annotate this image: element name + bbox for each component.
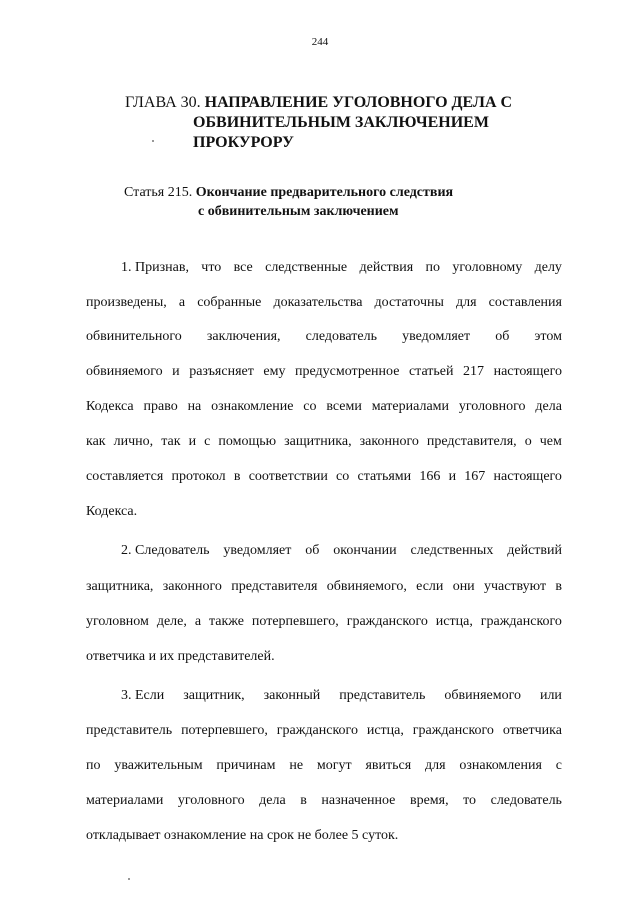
word: действия xyxy=(359,260,414,275)
paragraph-3-line-3 xyxy=(86,757,562,775)
word: об xyxy=(305,543,320,558)
paragraph-1-line-6 xyxy=(86,433,562,451)
chapter-title-part-3: ПРОКУРОРУ xyxy=(193,134,294,151)
word: следственные xyxy=(265,260,348,275)
paragraph-3-line-4 xyxy=(86,792,562,810)
word: не xyxy=(289,758,304,773)
word: по xyxy=(86,758,101,773)
word: если xyxy=(416,579,444,594)
paragraph-1-line-4 xyxy=(86,363,562,381)
word: так xyxy=(161,434,181,449)
word: защитник, xyxy=(183,688,245,703)
word: гражданского xyxy=(412,723,494,738)
paragraph-3-line-1 xyxy=(121,687,562,705)
word: материалами xyxy=(86,793,164,808)
word: явиться xyxy=(365,758,412,773)
word: доказательства xyxy=(273,295,363,310)
paragraph-2-line-3 xyxy=(86,613,562,631)
word: материалами xyxy=(371,399,450,414)
word: представитель xyxy=(86,723,173,738)
word: ответчика xyxy=(502,723,562,738)
word: обвинительного xyxy=(86,329,182,344)
word: все xyxy=(233,260,253,275)
word: и xyxy=(448,469,457,484)
scan-speck xyxy=(128,878,130,880)
chapter-heading-line-3 xyxy=(125,133,512,153)
word: на xyxy=(187,399,202,414)
word: уголовного xyxy=(458,399,526,414)
paragraph-1-line-3 xyxy=(86,328,562,346)
word: произведены, xyxy=(86,295,167,310)
word: уголовному xyxy=(452,260,523,275)
word: по xyxy=(425,260,441,275)
word: с xyxy=(204,434,211,449)
word: время, xyxy=(409,793,449,808)
word: следователь xyxy=(305,329,377,344)
word: ознакомления xyxy=(459,758,542,773)
word: достаточны xyxy=(374,295,444,310)
word: как xyxy=(86,434,106,449)
paragraph-1-line-7 xyxy=(86,468,562,486)
word: дела xyxy=(535,399,562,414)
word: со xyxy=(303,399,317,414)
word: следователь xyxy=(490,793,562,808)
paragraph-2-line-2 xyxy=(86,578,562,596)
word: для xyxy=(424,758,446,773)
article-title-part-2: с обвинительным заключением xyxy=(198,204,399,219)
word: в xyxy=(300,793,307,808)
word: этом xyxy=(534,329,562,344)
word: в xyxy=(555,579,562,594)
word: могут xyxy=(316,758,352,773)
word: истца, xyxy=(366,723,404,738)
scan-speck xyxy=(152,140,154,142)
word: гражданского xyxy=(346,614,428,629)
word: обвиняемого xyxy=(444,688,521,703)
word: с xyxy=(555,758,562,773)
word: потерпевшего, xyxy=(181,723,268,738)
word: составляется xyxy=(86,469,164,484)
word: Кодекса xyxy=(86,399,134,414)
word: гражданского xyxy=(480,614,562,629)
word: статьями xyxy=(357,469,412,484)
word: делу xyxy=(534,260,562,275)
paragraph-2-line-1 xyxy=(121,542,562,560)
word: деле, xyxy=(156,614,187,629)
word: законный xyxy=(263,688,321,703)
word: истца, xyxy=(435,614,473,629)
word: статьей xyxy=(408,364,454,379)
word: а xyxy=(194,614,202,629)
word: всеми xyxy=(326,399,362,414)
article-heading-line-2 xyxy=(124,202,453,221)
paragraph-3-line-5: откладывает ознакомление на срок не более 5 суток. xyxy=(86,828,399,843)
word: 217 xyxy=(463,364,485,379)
word: 2. Следователь xyxy=(121,543,210,558)
word: ему xyxy=(263,364,286,379)
word: 166 xyxy=(419,469,441,484)
article-number: Статья 215. xyxy=(124,185,193,200)
word: собранные xyxy=(197,295,262,310)
article-heading-line-1 xyxy=(124,183,453,202)
word: законного xyxy=(359,434,419,449)
word: гражданского xyxy=(276,723,358,738)
word: окончании xyxy=(333,543,397,558)
word: предусмотренное xyxy=(295,364,400,379)
word: также xyxy=(208,614,244,629)
word: причинам xyxy=(216,758,276,773)
word: обвиняемого xyxy=(86,364,163,379)
word: разъясняет xyxy=(189,364,254,379)
paragraph-1-line-8: Кодекса. xyxy=(86,504,138,519)
paragraph-1-line-1 xyxy=(121,259,562,277)
word: представителя xyxy=(231,579,318,594)
word: что xyxy=(201,260,222,275)
word: обвиняемого, xyxy=(326,579,407,594)
word: соответствии xyxy=(248,469,328,484)
word: 167 xyxy=(464,469,486,484)
word: законного xyxy=(162,579,222,594)
page-number: 244 xyxy=(311,36,329,48)
word: и xyxy=(188,434,197,449)
word: или xyxy=(539,688,562,703)
word: и xyxy=(172,364,180,379)
paragraph-1-line-2 xyxy=(86,294,562,312)
word: помощью xyxy=(218,434,277,449)
word: то xyxy=(463,793,477,808)
word: о xyxy=(524,434,532,449)
word: чем xyxy=(539,434,562,449)
word: они xyxy=(452,579,475,594)
word: ознакомление xyxy=(211,399,294,414)
word: представитель xyxy=(339,688,426,703)
word: право xyxy=(143,399,178,414)
word: уголовного xyxy=(177,793,245,808)
word: для xyxy=(455,295,477,310)
word: уголовном xyxy=(86,614,149,629)
chapter-heading-line-2 xyxy=(125,113,512,133)
word: следственных xyxy=(410,543,494,558)
word: а xyxy=(178,295,186,310)
word: уважительным xyxy=(114,758,203,773)
chapter-heading-line-1 xyxy=(125,93,512,113)
word: участвуют xyxy=(483,579,547,594)
word: протокол xyxy=(171,469,226,484)
chapter-heading xyxy=(125,93,512,153)
word: назначенное xyxy=(321,793,396,808)
word: лично, xyxy=(113,434,154,449)
word: потерпевшего, xyxy=(251,614,339,629)
paragraph-3-line-2 xyxy=(86,722,562,740)
word: уведомляет xyxy=(223,543,292,558)
chapter-title-part-2: ОБВИНИТЕЛЬНЫМ ЗАКЛЮЧЕНИЕМ xyxy=(193,114,489,131)
word: об xyxy=(495,329,510,344)
word: действий xyxy=(507,543,562,558)
word: 1. Признав, xyxy=(121,260,189,275)
paragraph-1-line-5 xyxy=(86,398,562,416)
word: настоящего xyxy=(493,364,562,379)
article-heading xyxy=(124,183,453,221)
chapter-number: ГЛАВА 30. xyxy=(125,94,201,111)
word: уведомляет xyxy=(402,329,471,344)
word: составления xyxy=(488,295,562,310)
word: заключения, xyxy=(206,329,281,344)
word: 3. Если xyxy=(121,688,165,703)
paragraph-2-line-4: ответчика и их представителей. xyxy=(86,649,275,664)
article-title-part-1: Окончание предварительного следствия xyxy=(195,185,454,200)
word: представителя, xyxy=(426,434,517,449)
word: защитника, xyxy=(284,434,352,449)
word: в xyxy=(233,469,241,484)
word: защитника, xyxy=(86,579,154,594)
word: со xyxy=(336,469,350,484)
word: настоящего xyxy=(493,469,562,484)
word: дела xyxy=(259,793,286,808)
chapter-title-part-1: НАПРАВЛЕНИЕ УГОЛОВНОГО ДЕЛА С xyxy=(204,94,513,111)
